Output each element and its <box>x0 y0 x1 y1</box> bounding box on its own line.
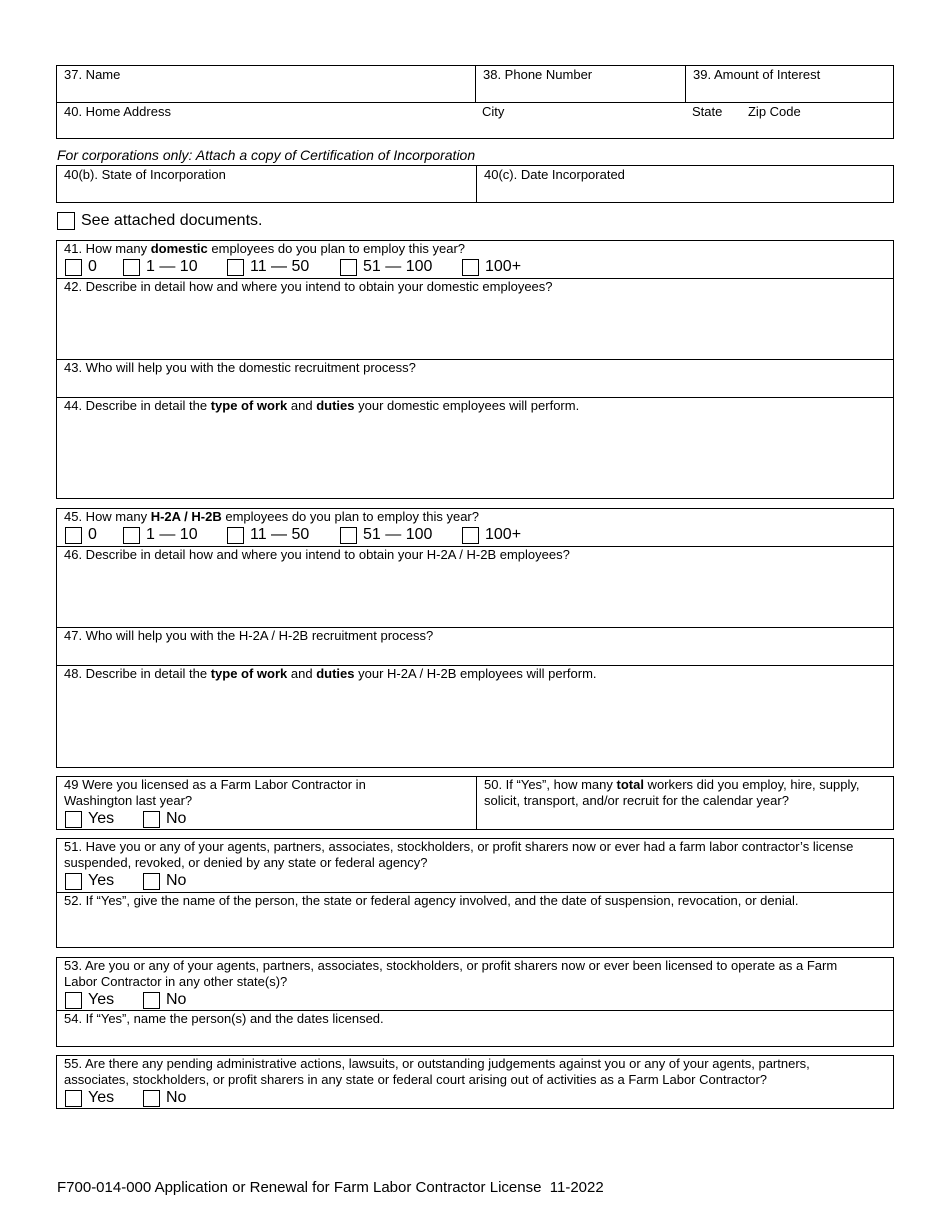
checkbox[interactable] <box>65 1090 82 1107</box>
contact-info-table <box>56 65 894 139</box>
q54-field[interactable] <box>57 1010 893 1046</box>
q42-question: 42. Describe in detail how and where you intend to obtain your domestic employees? <box>64 279 553 294</box>
interest-label: 39. Amount of Interest <box>693 67 821 82</box>
checkbox[interactable] <box>123 527 140 544</box>
q41-option-51-100[interactable]: 51 — 100 <box>340 258 452 276</box>
q46-question: 46. Describe in detail how and where you intend to obtain your H-2A / H-2B employees? <box>64 547 570 562</box>
q49-q50-table <box>56 776 894 830</box>
q53-q54-table <box>56 957 894 1047</box>
q41-question: 41. How many domestic employees do you plan to employ this year? <box>64 241 466 256</box>
q41-option-100-plus[interactable]: 100+ <box>462 258 521 276</box>
q41-option-0[interactable]: 0 <box>65 258 113 276</box>
q51-no[interactable]: No <box>143 872 186 890</box>
checkbox[interactable] <box>65 527 82 544</box>
see-attached-label: See attached documents. <box>81 212 263 229</box>
checkbox[interactable] <box>65 992 82 1009</box>
checkbox[interactable] <box>65 873 82 890</box>
checkbox[interactable] <box>143 811 160 828</box>
q45-question: 45. How many H-2A / H-2B employees do you plan to employ this year? <box>64 509 479 524</box>
q55-no[interactable]: No <box>143 1089 186 1107</box>
q50-field[interactable] <box>476 777 893 829</box>
domestic-section <box>56 240 894 499</box>
checkbox[interactable] <box>143 873 160 890</box>
checkbox[interactable] <box>143 1090 160 1107</box>
q55-yes[interactable]: Yes <box>65 1089 133 1107</box>
checkbox[interactable] <box>340 259 357 276</box>
q48-field[interactable] <box>57 665 893 767</box>
q51-q52-table <box>56 838 894 948</box>
checkbox[interactable] <box>65 811 82 828</box>
q49-no[interactable]: No <box>143 810 186 828</box>
checkbox[interactable] <box>462 527 479 544</box>
q53-no[interactable]: No <box>143 991 186 1009</box>
corporations-note: For corporations only: Attach a copy of Certification of Incorporation <box>57 147 476 163</box>
q55-options <box>65 1089 196 1107</box>
q41-option-1-10[interactable]: 1 — 10 <box>123 258 217 276</box>
see-attached-checkbox[interactable] <box>57 212 75 230</box>
q45-option-100-plus[interactable]: 100+ <box>462 526 521 544</box>
address-field[interactable] <box>57 102 475 138</box>
h2-section <box>56 508 894 768</box>
interest-field[interactable] <box>685 66 893 102</box>
state-zip-field[interactable] <box>685 102 893 138</box>
q46-field[interactable] <box>57 546 893 627</box>
checkbox[interactable] <box>123 259 140 276</box>
date-incorporated-label: 40(c). Date Incorporated <box>484 167 625 182</box>
q49-options <box>65 810 196 828</box>
name-field[interactable] <box>57 66 475 102</box>
q45-options <box>65 526 531 544</box>
checkbox[interactable] <box>340 527 357 544</box>
phone-field[interactable] <box>475 66 685 102</box>
city-label: City <box>482 104 505 119</box>
q50-question: 50. If “Yes”, how many total workers did you employ, hire, supply, solicit, transport, and/or recruit for the calendar year? <box>484 777 860 808</box>
q47-question: 47. Who will help you with the H-2A / H-2B recruitment process? <box>64 628 434 643</box>
state-label: State <box>692 104 723 119</box>
q42-field[interactable] <box>57 278 893 359</box>
checkbox[interactable] <box>143 992 160 1009</box>
q52-question: 52. If “Yes”, give the name of the person, the state or federal agency involved, and the date of suspension, revocation, or denial. <box>64 893 799 908</box>
q41-option-11-50[interactable]: 11 — 50 <box>227 258 330 276</box>
q45-option-51-100[interactable]: 51 — 100 <box>340 526 452 544</box>
q43-question: 43. Who will help you with the domestic recruitment process? <box>64 360 416 375</box>
q47-field[interactable] <box>57 627 893 665</box>
state-of-incorporation-label: 40(b). State of Incorporation <box>64 167 226 182</box>
address-label: 40. Home Address <box>64 104 171 119</box>
q49-yes[interactable]: Yes <box>65 810 133 828</box>
q52-field[interactable] <box>57 892 893 947</box>
q44-question: 44. Describe in detail the type of work and duties your domestic employees will perform. <box>64 398 580 413</box>
q55-question: 55. Are there any pending administrative actions, lawsuits, or outstanding judgements against you or any of your agents, partners, associates, stockholders, or profit sharers in any state or federal court arising out of activities as a Farm Labor Contractor? <box>64 1056 810 1087</box>
q51-options <box>65 872 196 890</box>
see-attached-row <box>57 212 262 230</box>
city-field[interactable] <box>475 102 685 138</box>
incorporation-table <box>56 165 894 203</box>
q54-question: 54. If “Yes”, name the person(s) and the dates licensed. <box>64 1011 384 1026</box>
checkbox[interactable] <box>65 259 82 276</box>
q53-options <box>65 991 196 1009</box>
q51-question: 51. Have you or any of your agents, partners, associates, stockholders, or profit sharers now or ever had a farm labor contractor’s license suspended, revoked, or denied by any state or federal agency? <box>64 839 854 870</box>
q45-option-0[interactable]: 0 <box>65 526 113 544</box>
q44-field[interactable] <box>57 397 893 498</box>
q53-yes[interactable]: Yes <box>65 991 133 1009</box>
checkbox[interactable] <box>227 527 244 544</box>
name-label: 37. Name <box>64 67 121 82</box>
q43-field[interactable] <box>57 359 893 397</box>
checkbox[interactable] <box>462 259 479 276</box>
q53-question: 53. Are you or any of your agents, partners, associates, stockholders, or profit sharers now or ever been licensed to operate as a Farm Labor Contractor in any other state(s)? <box>64 958 838 989</box>
q45-option-1-10[interactable]: 1 — 10 <box>123 526 217 544</box>
phone-label: 38. Phone Number <box>483 67 593 82</box>
q41-options <box>65 258 531 276</box>
q55-table <box>56 1055 894 1109</box>
state-of-incorporation-field[interactable] <box>57 166 476 202</box>
q51-yes[interactable]: Yes <box>65 872 133 890</box>
q48-question: 48. Describe in detail the type of work and duties your H-2A / H-2B employees will perform. <box>64 666 597 681</box>
q49-question: 49 Were you licensed as a Farm Labor Contractor in Washington last year? <box>64 777 366 808</box>
date-incorporated-field[interactable] <box>476 166 893 202</box>
zip-label: Zip Code <box>747 104 801 119</box>
form-footer: F700-014-000 Application or Renewal for Farm Labor Contractor License 11-2022 <box>57 1179 604 1196</box>
q45-option-11-50[interactable]: 11 — 50 <box>227 526 330 544</box>
checkbox[interactable] <box>227 259 244 276</box>
